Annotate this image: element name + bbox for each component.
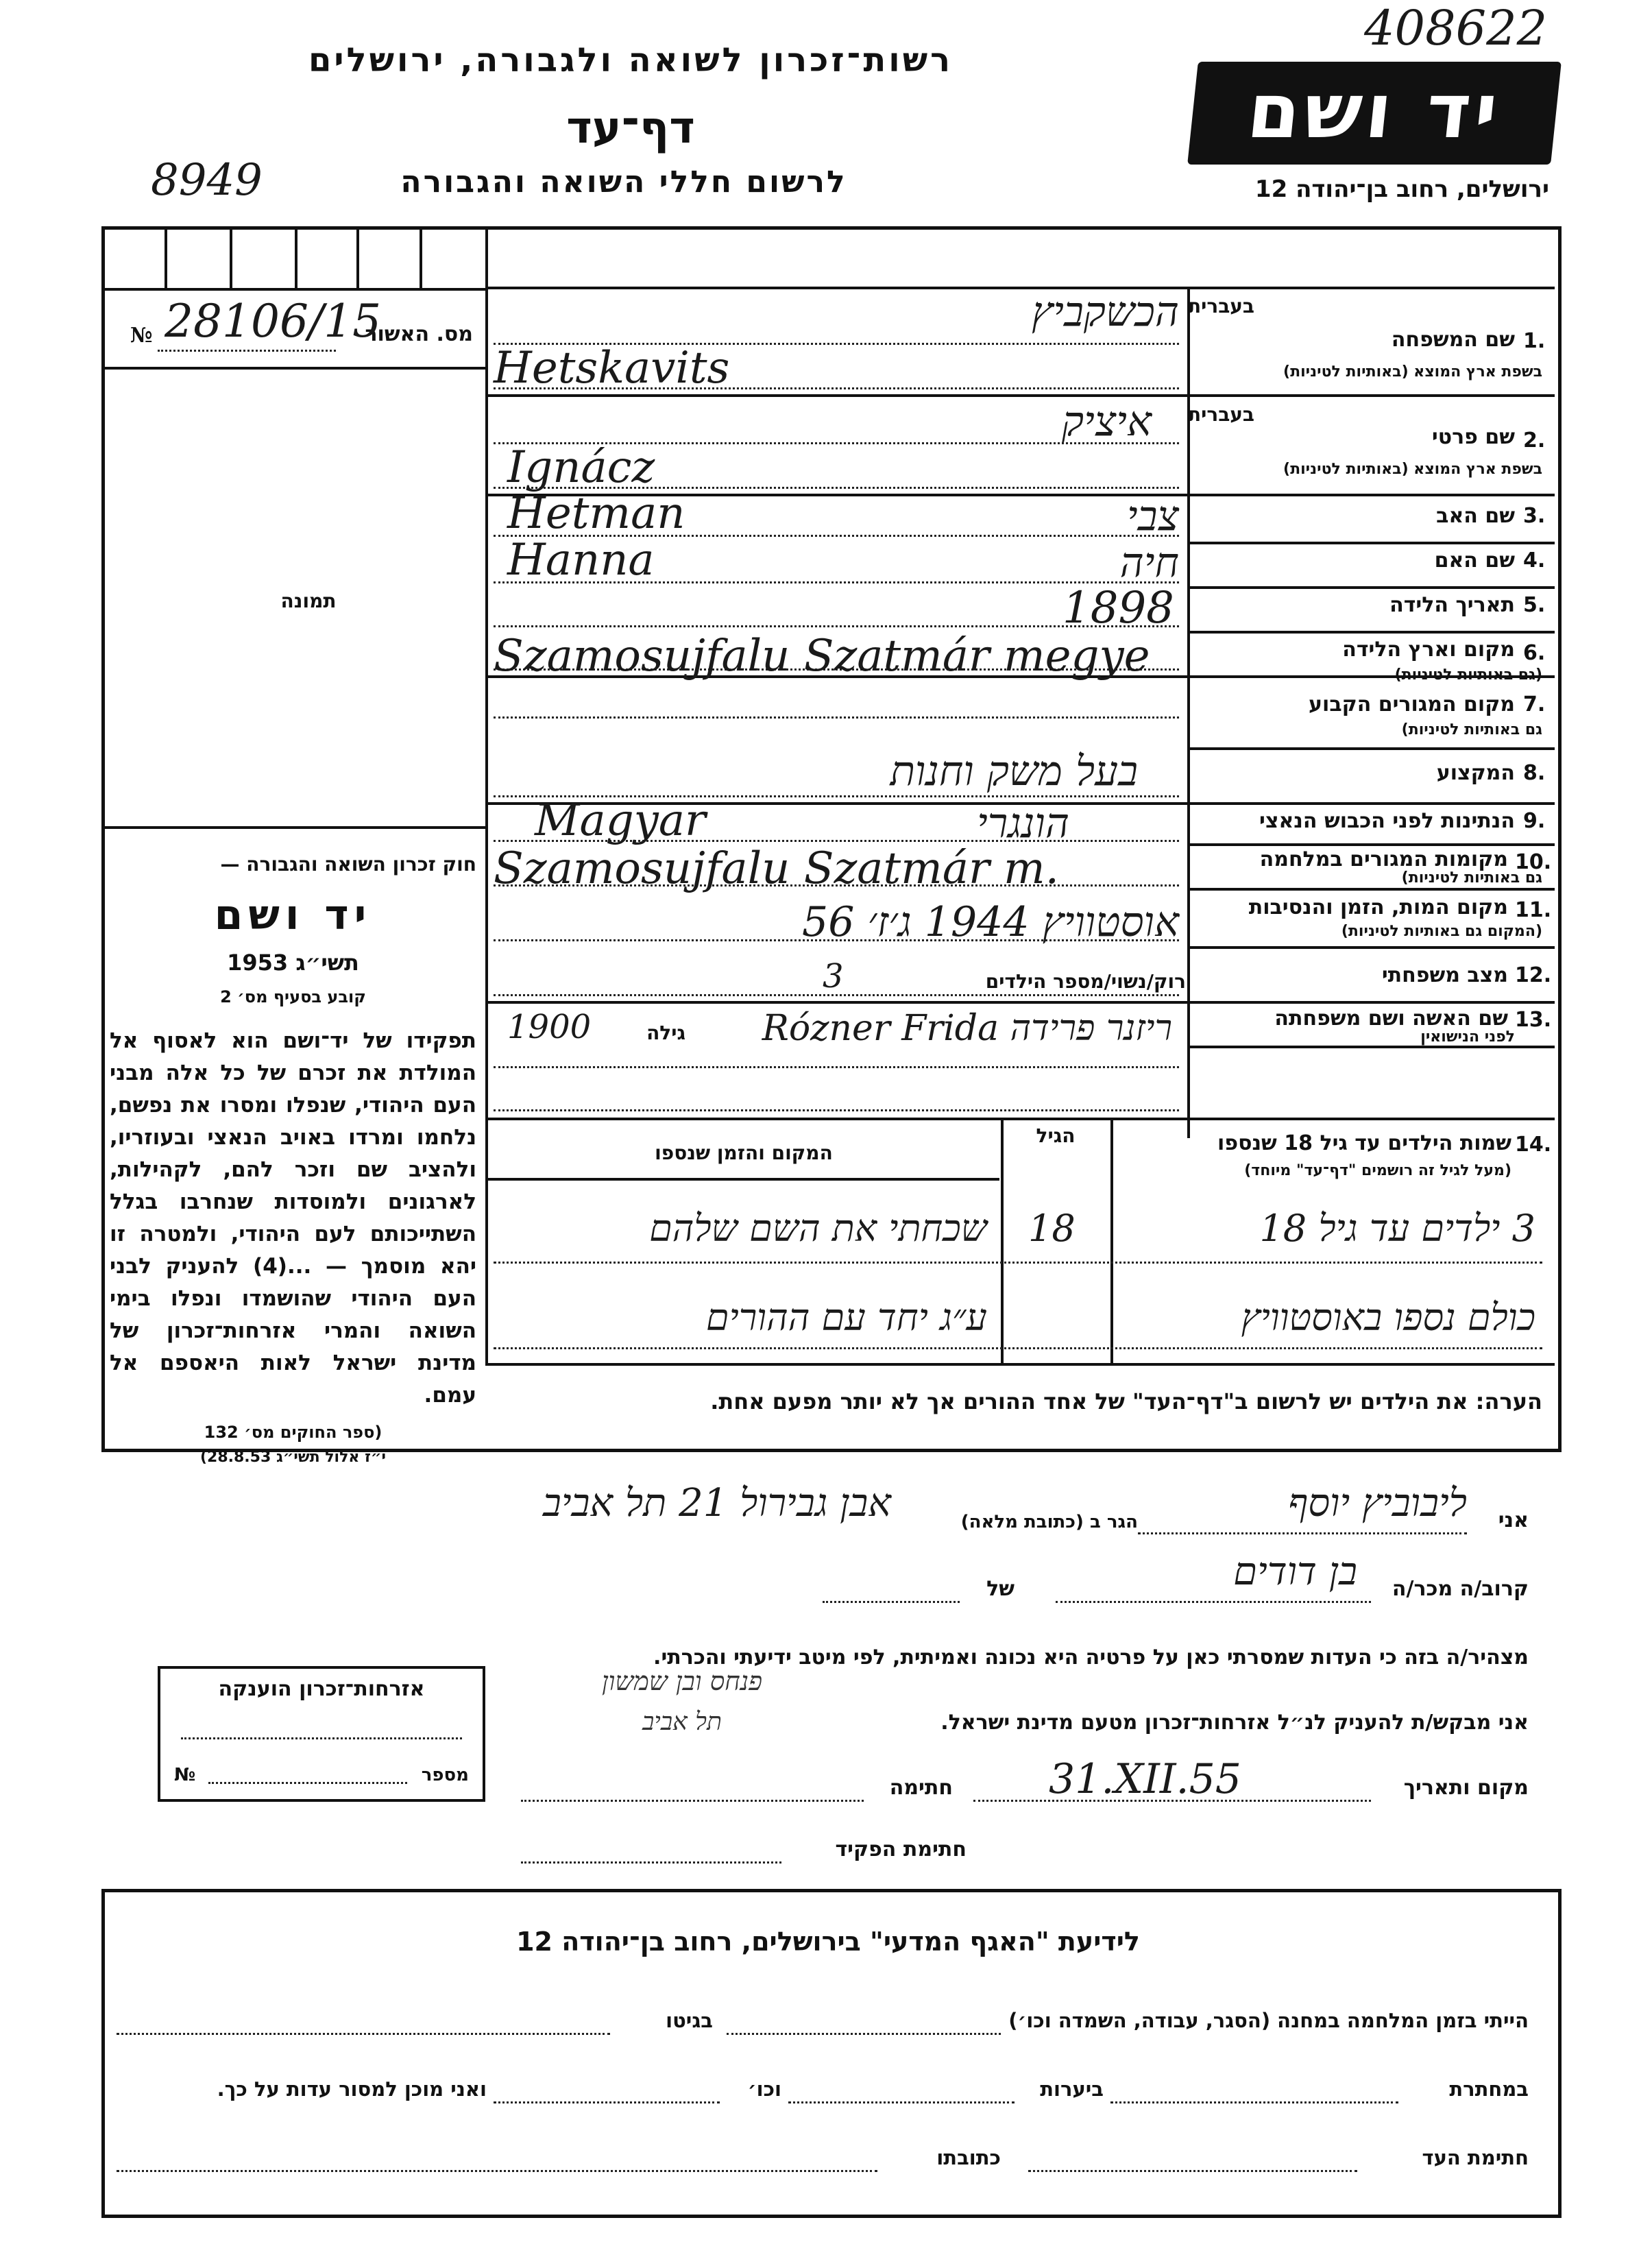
bottom-line-3a: חתימת העד (1422, 2146, 1529, 2169)
field-13-age-label: גילה (646, 1022, 685, 1044)
law-title: חוק זכרון השואה והגבורה — (220, 853, 476, 876)
bottom-line-3b: כתובתו (936, 2146, 1001, 2169)
yad-vashem-logo (1187, 62, 1562, 165)
field-3-latin-value: Hetman (507, 488, 685, 539)
bottom-line-2d: ואני מוכן למסור עדות על כך. (217, 2077, 487, 2101)
field-6-sublabel: (גם באותיות לטיניות) (1394, 666, 1542, 684)
registration-no-sign: № (130, 324, 153, 348)
stamp-line-1: פנחס ובן שמשון (602, 1666, 762, 1696)
citizenship-no-sign: № (174, 1765, 196, 1785)
officer-signature-label: חתימת הפקיד (835, 1837, 967, 1861)
field-10-sublabel: גם באותיות לטיניות) (1401, 869, 1542, 887)
photo-label: תמונה (280, 590, 337, 612)
field-13-value: ריזנר פרידה Rózner Frida (762, 1008, 1172, 1049)
signature-label: חתימה (889, 1776, 953, 1800)
form-title: דף־עד (566, 103, 695, 154)
field-14-row-2-name: כולם נספו באוסטוויץ (1241, 1296, 1535, 1339)
declarant-i-label: אני (1498, 1508, 1529, 1532)
field-5-label: תאריך הלידה (1389, 593, 1515, 617)
field-2-hebrew-label: בעברית (1187, 403, 1254, 426)
place-date-label: מקום ותאריך (1403, 1776, 1529, 1800)
field-14-row-1-age: 18 (1028, 1207, 1076, 1250)
citizenship-title: אזרחות־זכרון הוענקה (218, 1677, 425, 1701)
field-4-hebrew-value: חיה (1119, 539, 1179, 587)
field-2-hebrew-value: איציק (1061, 398, 1152, 446)
field-13-age: 1900 (507, 1008, 592, 1046)
field-14-row-1-name: 3 ילדים עד גיל 18 (1259, 1207, 1535, 1250)
field-4-latin-value: Hanna (507, 535, 655, 586)
field-13-label: שם האשה ושם משפחתה (1274, 1006, 1508, 1030)
field-4-number: 4. (1523, 548, 1546, 572)
field-6-number: 6. (1523, 641, 1546, 665)
field-8-label: המקצוע (1436, 761, 1515, 785)
field-14-age-column: הגיל (1036, 1124, 1076, 1147)
field-3-label: שם האב (1436, 504, 1515, 528)
field-1-number: 1. (1523, 329, 1546, 353)
field-12-children: 3 (823, 957, 844, 996)
bottom-line-1b: בגיטו (666, 2009, 713, 2032)
field-14-row-1-place: שכחתי את השם שלהם (649, 1207, 987, 1250)
field-10-label: מקומות המגורים במלחמה (1259, 847, 1508, 871)
field-10-value: Szamosujfalu Szatmár m. (494, 843, 1059, 894)
field-2-latin-value: Ignácz (507, 442, 655, 493)
field-1-sublabel: בשפת ארץ המוצא (באותיות לטיניות) (1283, 363, 1542, 381)
field-8-value: בעל משק וחנות (890, 747, 1138, 795)
field-13-sublabel: לפני הנישואין (1420, 1028, 1515, 1046)
field-5-value: 1898 (1062, 583, 1174, 634)
law-date: י״ז אלול תשי״ג 28.8.53) (199, 1449, 387, 1466)
field-14-row-2-place: ע״ג יחד עם ההורים (705, 1296, 987, 1339)
field-11-value: אוסטוויץ 1944 ג׳ז׳ 56 (802, 898, 1179, 946)
field-14-sublabel: (מעל לגיל זה רושמים "דף־עד" מיוחד) (1244, 1162, 1511, 1179)
law-year: תשי״ג 1953 (227, 950, 359, 976)
org-line: רשות־זכרון לשואה ולגבורה, ירושלים (308, 41, 953, 80)
law-clause: קובע בסעיף מס׳ 2 (220, 987, 366, 1006)
field-2-label: שם פרטי (1431, 425, 1515, 449)
field-1-hebrew-label: בעברית (1187, 295, 1254, 317)
field-3-hebrew-value: צבי (1126, 492, 1179, 540)
field-1-latin-value: Hetskavits (494, 343, 730, 394)
field-12-label: מצב משפחתי (1381, 963, 1508, 987)
declarant-relation: בן דודים (1233, 1549, 1357, 1594)
declarant-relation-label: קרוב/ה מכר/ה (1392, 1577, 1529, 1601)
registration-number: 28106/15 (165, 295, 382, 348)
field-2-sublabel: בשפת ארץ המוצא (באותיות לטיניות) (1283, 461, 1542, 478)
field-7-number: 7. (1523, 692, 1546, 716)
request-text: אני מבקש/ת להעניק לנ״ל אזרחות־זכרון מטעם מדינת ישראל. (940, 1711, 1529, 1735)
field-9-label: הנתינות לפני הכבוש הנאצי (1259, 809, 1515, 833)
field-1-label: שם המשפחה (1391, 328, 1515, 352)
citizenship-box (158, 1666, 485, 1802)
bottom-line-2a: במחתרת (1449, 2077, 1529, 2101)
field-12-status: רוק/נשוי/מספר הילדים (985, 970, 1186, 993)
field-9-hebrew-value: הונגרי (976, 799, 1069, 847)
field-7-sublabel: גם באותיות לטיניות) (1401, 721, 1542, 738)
logo-text: יד ושם (1243, 67, 1506, 155)
stamp-line-2: תל אביב (642, 1708, 722, 1736)
field-14-place-column: המקום והזמן שנספו (655, 1142, 833, 1164)
field-4-label: שם האם (1434, 548, 1515, 572)
bottom-line-2b: ביערות (1040, 2077, 1104, 2101)
field-8-number: 8. (1523, 761, 1546, 785)
field-10-number: 10. (1515, 850, 1552, 874)
field-2-number: 2. (1523, 429, 1546, 453)
declaration-date: 31.XII.55 (1049, 1755, 1241, 1803)
field-12-number: 12. (1515, 963, 1552, 987)
field-3-number: 3. (1523, 504, 1546, 528)
field-7-label: מקום המגורים הקבוע (1309, 692, 1515, 716)
declarant-of-label: של (986, 1577, 1015, 1601)
law-body: תפקידו של יד־ושם הוא לאסוף אל המולדת את זכרם של כל אלה מבני העם היהודי, שנפלו ומסרו את נפשם, נלחמו ומרדו באויב הנאצי ובעוזריו, ולהציב שם וזכר להם, לקהילות, לארגונים ולמוסדות שנחרבו בגלל השתייכותם לעם היהודי, ולמטרה זו יהא מוסמך — ...(4) להעניק לבני העם היהודי שהושמדו ונפלו בימי השואה והמרי אזרחות־זכרון של מדינת ישראל לאות היאספם אל עמם. (110, 1028, 476, 1408)
law-name: יד ושם (214, 891, 372, 939)
bottom-title: לידיעת "האגף המדעי" בירושלים, רחוב בן־יהודה 12 (516, 1927, 1140, 1957)
field-1-hebrew-value: הכשקביץ (1032, 288, 1179, 336)
stamp (535, 1666, 829, 1769)
field-6-label: מקום וארץ הלידה (1342, 638, 1515, 662)
registration-label: מס. האשור (365, 322, 473, 346)
field-14-label: שמות הילדים עד גיל 18 שנספו (1217, 1131, 1511, 1155)
declarant-resides-label: הגר ב (כתובת מלאה) (960, 1512, 1138, 1532)
field-5-number: 5. (1523, 593, 1546, 617)
field-9-latin-value: Magyar (535, 795, 706, 846)
declarant-name: ליבוביץ יוסף (1288, 1481, 1467, 1526)
field-14-number: 14. (1515, 1133, 1552, 1157)
field-11-label: מקום המות, הזמן והנסיבות (1248, 895, 1508, 919)
law-source: (ספר החוקים מס׳ 132 (204, 1423, 382, 1442)
field-13-number: 13. (1515, 1008, 1552, 1032)
bottom-line-2c: וכו׳ (747, 2077, 781, 2101)
citizenship-number-label: מספר (421, 1765, 469, 1785)
field-6-value: Szamosujfalu Szatmár megye (494, 631, 1150, 682)
handwritten-reference: 8949 (151, 155, 263, 206)
document-number: 408622 (1364, 0, 1548, 56)
declaration-text: מצהיר/ה בזה כי העדות שמסרתי כאן על פרטיה היא נכונה ואמיתית, לפי מיטב ידיעתי והכרתי. (653, 1645, 1529, 1669)
form-subtitle: לרשום חללי השואה והגבורה (400, 165, 847, 200)
header-address: ירושלים, רחוב בן־יהודה 12 (1254, 176, 1549, 203)
bottom-line-1a: הייתי בזמן המלחמה במחנה (הסגר, עבודה, השמדה וכו׳) (1008, 2009, 1529, 2032)
declarant-address: אבן גבירול 21 תל אביב (542, 1481, 891, 1526)
field-11-number: 11. (1515, 898, 1552, 922)
note: הערה: את הילדים יש לרשום ב"דף־העד" של אחד ההורים אך לא יותר מפעם אחת. (710, 1388, 1542, 1414)
field-9-number: 9. (1523, 809, 1546, 833)
field-11-sublabel: (המקום גם באותיות לטיניות) (1341, 923, 1542, 940)
